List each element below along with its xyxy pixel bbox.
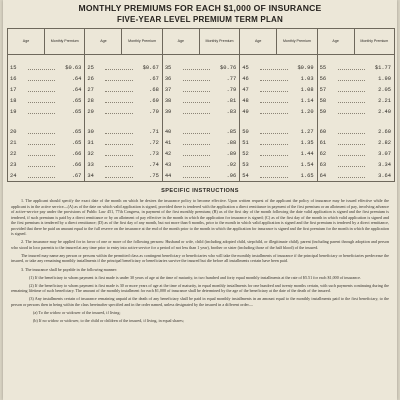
table-row: [318, 74, 394, 85]
instruction-paragraph: 1. The applicant should specify the exact date of the month on which he desires the insurance policy to become effective. Upon written request of the applicant the policy of insurance may be issued effective while the applicant is in the active service—(A) as of the date on which valid application is signed, provided there is tendered with the application a direct remittance in payment of the first premium or an allotment of pay, involving advance of active-service pay under the provisions of Public Law 451, 77th Congress, in payment of the first monthly premium; (B) as of the first day of the month following the date valid application is signed and the first premium is tendered, if such premium is paid by a direct remittance or by an allotment of pay effective in the month in which the application for insurance is signed; (C) as of the first day of the month in which valid application is signed and the first premium is tendered by a direct remittance; (D) as of the first day of any month, but not more than 6 months, prior to the month in which valid application is signed and the first premium is tendered by a direct remittance, provided that there be paid an amount equal to the full reserve on the insurance at the end of the month prior to the month in which the application for insurance is signed and the first premium for the month in which the application is signed.: [11, 198, 389, 237]
premium-cell: 2.21: [378, 97, 392, 104]
premium-cell: .88: [226, 140, 237, 147]
premium-cell: .79: [226, 86, 237, 93]
table-row: [85, 106, 161, 117]
leader-dots: [105, 154, 132, 156]
premium-cell: .64: [71, 86, 82, 93]
premium-cell: .73: [149, 150, 159, 157]
premium-cell: .66: [71, 150, 82, 157]
row-group: [85, 127, 161, 181]
age-cell: 45: [242, 65, 249, 72]
age-cell: 18: [10, 97, 17, 104]
leader-dots: [28, 176, 55, 178]
premium-cell: .65: [71, 108, 82, 115]
age-cell: 25: [87, 65, 94, 72]
table-row: [8, 149, 84, 160]
table-column-header: [240, 29, 316, 55]
table-row: [240, 63, 316, 74]
premium-cell: .64: [71, 76, 82, 83]
table-row: [240, 170, 316, 181]
table-row: [163, 170, 239, 181]
premium-cell: 2.05: [378, 86, 392, 93]
age-cell: 50: [242, 129, 249, 136]
row-group: [85, 63, 161, 117]
leader-dots: [260, 132, 287, 134]
age-cell: 33: [87, 161, 94, 168]
age-cell: 31: [87, 140, 94, 147]
table-row: [318, 106, 394, 117]
leader-dots: [28, 68, 55, 70]
leader-dots: [105, 90, 132, 92]
age-cell: 57: [319, 86, 327, 93]
premium-cell: 3.64: [378, 172, 392, 179]
premium-cell: 2.82: [378, 140, 392, 147]
premium-cell: .67: [71, 172, 82, 179]
premium-cell: 3.07: [378, 150, 392, 157]
leader-dots: [338, 90, 365, 92]
premium-cell: .89: [226, 150, 237, 157]
age-cell: 55: [319, 65, 327, 72]
row-group: [240, 127, 316, 181]
age-cell: 53: [242, 161, 249, 168]
premium-cell: $0.63: [65, 65, 82, 72]
premium-cell: .65: [71, 129, 82, 136]
table-row: [85, 159, 161, 170]
age-cell: 26: [87, 76, 94, 83]
table-row: [163, 149, 239, 160]
age-cell: 39: [164, 108, 172, 115]
premium-cell: .85: [226, 129, 237, 136]
premium-cell: 2.60: [378, 129, 392, 136]
leader-dots: [260, 154, 287, 156]
table-row: [318, 170, 394, 181]
leader-dots: [28, 143, 55, 145]
leader-dots: [338, 79, 365, 81]
age-cell: 47: [242, 86, 249, 93]
leader-dots: [260, 112, 287, 114]
premium-cell: .65: [71, 97, 82, 104]
table-column: [8, 29, 85, 181]
table-row: [85, 63, 161, 74]
premium-header: Monthly Premium: [282, 39, 311, 44]
table-row: [318, 85, 394, 96]
premium-cell: 2.40: [378, 108, 392, 115]
age-header: Age: [255, 39, 262, 44]
age-cell: 36: [164, 76, 172, 83]
table-row: [163, 63, 239, 74]
premium-cell: $1.77: [374, 65, 392, 72]
age-cell: 23: [10, 161, 17, 168]
age-header: Age: [177, 39, 185, 44]
table-row: [240, 138, 316, 149]
leader-dots: [105, 165, 132, 167]
age-cell: 62: [319, 150, 327, 157]
age-cell: 61: [319, 140, 327, 147]
table-row: [318, 63, 394, 74]
instruction-paragraph: (a) To the widow or widower of the insured, if living;: [33, 309, 121, 315]
premium-cell: .72: [149, 140, 159, 147]
age-header: Age: [332, 39, 339, 44]
table-row: [85, 138, 161, 149]
table-row: [318, 159, 394, 170]
row-group: [318, 127, 394, 181]
age-cell: 44: [164, 172, 172, 179]
premium-cell: 3.34: [378, 161, 392, 168]
leader-dots: [28, 79, 55, 81]
premium-cell: .81: [226, 97, 237, 104]
premium-cell: 1.44: [300, 150, 314, 157]
age-cell: 30: [87, 129, 94, 136]
leader-dots: [338, 132, 365, 134]
age-cell: 29: [87, 108, 94, 115]
premium-cell: $0.67: [142, 65, 159, 72]
leader-dots: [105, 79, 132, 81]
row-group: [163, 63, 239, 117]
instruction-paragraph: 2. The insurance may be applied for in favor of one or more of the following persons: Husband or wife, child (including adopted child, stepchild, or illegitimate child), parent (including parent through adoption and person who stood in loco parentis to the insured at any time prior to entry into active service for a period of not less than 1 year), brother or sister (including those of the half blood) of the insured.: [11, 239, 389, 250]
premium-cell: 1.35: [300, 140, 314, 147]
instructions-body: [11, 198, 389, 326]
leader-dots: [28, 112, 55, 114]
premium-cell: .69: [149, 97, 159, 104]
age-cell: 42: [164, 150, 172, 157]
leader-dots: [105, 143, 132, 145]
leader-dots: [105, 132, 132, 134]
leader-dots: [338, 176, 365, 178]
age-cell: 32: [87, 150, 94, 157]
table-row: [240, 149, 316, 160]
premium-cell: .71: [149, 129, 159, 136]
age-cell: 43: [164, 161, 172, 168]
table-row: [163, 74, 239, 85]
age-cell: 64: [319, 172, 327, 179]
premium-header: Monthly Premium: [360, 39, 389, 44]
table-row: [163, 159, 239, 170]
row-group: [318, 63, 394, 117]
age-cell: 60: [319, 129, 327, 136]
leader-dots: [338, 101, 365, 103]
premium-cell: 1.27: [300, 129, 314, 136]
age-cell: 28: [87, 97, 94, 104]
premium-header: Monthly Premium: [205, 39, 234, 44]
premium-cell: .65: [71, 140, 82, 147]
table-row: [8, 74, 84, 85]
table-row: [8, 170, 84, 181]
table-row: [318, 149, 394, 160]
leader-dots: [183, 176, 210, 178]
table-row: [240, 74, 316, 85]
leader-dots: [260, 90, 287, 92]
leader-dots: [183, 132, 210, 134]
age-cell: 27: [87, 86, 94, 93]
table-column-header: [318, 29, 394, 55]
table-row: [240, 159, 316, 170]
age-cell: 56: [319, 76, 327, 83]
table-row: [85, 149, 161, 160]
premium-cell: .83: [226, 108, 237, 115]
leader-dots: [183, 165, 210, 167]
table-row: [163, 95, 239, 106]
premium-header: Monthly Premium: [50, 39, 79, 44]
age-cell: 22: [10, 150, 17, 157]
premium-cell: 1.14: [300, 97, 314, 104]
age-cell: 37: [164, 86, 172, 93]
table-column: [318, 29, 394, 181]
leader-dots: [183, 101, 210, 103]
premium-cell: .96: [226, 172, 237, 179]
leader-dots: [260, 68, 287, 70]
age-cell: 21: [10, 140, 17, 147]
leader-dots: [183, 90, 210, 92]
age-header: Age: [22, 39, 30, 44]
age-cell: 54: [242, 172, 249, 179]
leader-dots: [183, 112, 210, 114]
table-row: [85, 95, 161, 106]
premium-cell: 1.54: [300, 161, 314, 168]
age-cell: 16: [10, 76, 17, 83]
table-row: [85, 85, 161, 96]
table-column: [240, 29, 317, 181]
table-row: [318, 127, 394, 138]
document-title: MONTHLY PREMIUMS FOR EACH $1,000 OF INSURANCE: [78, 3, 322, 13]
age-cell: 38: [164, 97, 172, 104]
age-cell: 17: [10, 86, 17, 93]
premium-cell: 1.08: [300, 86, 314, 93]
table-row: [240, 127, 316, 138]
premium-header: Monthly Premium: [128, 39, 157, 44]
table-column-header: [8, 29, 84, 55]
table-column-header: [163, 29, 239, 55]
leader-dots: [28, 101, 55, 103]
age-cell: 15: [10, 65, 17, 72]
table-row: [8, 106, 84, 117]
leader-dots: [105, 101, 132, 103]
instruction-paragraph: (1) If the beneficiary to whom payment is first made is under 30 years of age at the time of maturity, in two hundred and forty equal monthly installments at the rate of $5.51 for each $1,000 of insurance.: [29, 274, 361, 280]
table-row: [163, 106, 239, 117]
age-cell: 34: [87, 172, 94, 179]
instruction-paragraph: (b) If no widow or widower, to the child or children of the insured, if living, in equal shares;: [33, 317, 184, 323]
document-page: [3, 0, 397, 400]
age-cell: 19: [10, 108, 17, 115]
row-group: [163, 127, 239, 181]
age-cell: 48: [242, 97, 249, 104]
instruction-paragraph: (3) Any installments certain of insurance remaining unpaid at the death of any beneficiary shall be paid in equal monthly installments in an amount equal to the monthly installments paid to the first beneficiary, to the person or persons then in being within the class hereinafter specified and in the order named, unless designated by the insured in a different order—: [11, 296, 389, 307]
table-row: [8, 127, 84, 138]
leader-dots: [28, 132, 55, 134]
leader-dots: [28, 165, 55, 167]
premium-cell: .74: [149, 161, 159, 168]
table-column: [85, 29, 162, 181]
age-cell: 63: [319, 161, 327, 168]
age-cell: 58: [319, 97, 327, 104]
table-row: [85, 74, 161, 85]
row-group: [8, 127, 84, 181]
age-cell: 52: [242, 150, 249, 157]
row-group: [8, 63, 84, 117]
table-row: [240, 95, 316, 106]
leader-dots: [260, 79, 287, 81]
leader-dots: [338, 68, 365, 70]
instruction-paragraph: 3. The insurance shall be payable in the following manner:: [21, 266, 118, 272]
table-row: [85, 127, 161, 138]
table-row: [85, 170, 161, 181]
table-row: [8, 138, 84, 149]
age-cell: 41: [164, 140, 172, 147]
age-cell: 40: [164, 129, 172, 136]
premium-cell: .75: [149, 172, 159, 179]
age-header: Age: [100, 39, 107, 44]
leader-dots: [105, 176, 132, 178]
age-cell: 24: [10, 172, 17, 179]
leader-dots: [260, 143, 287, 145]
premium-cell: 1.65: [300, 172, 314, 179]
leader-dots: [105, 112, 132, 114]
leader-dots: [338, 165, 365, 167]
table-row: [240, 106, 316, 117]
leader-dots: [260, 176, 287, 178]
table-column: [163, 29, 240, 181]
premium-cell: .66: [71, 161, 82, 168]
leader-dots: [28, 90, 55, 92]
document-subtitle: FIVE-YEAR LEVEL PREMIUM TERM PLAN: [116, 15, 284, 24]
table-row: [240, 85, 316, 96]
instruction-paragraph: (2) If the beneficiary to whom payment is first made is 30 or more years of age at the time of maturity, in equal monthly installments for one hundred and twenty months certain, with such payments continuing during the remaining lifetime of such beneficiary. The amount of the monthly installment for each $1,000 of insurance shall be determined by the age of the beneficiary at the date of the death of the insured.: [11, 282, 389, 294]
premium-cell: .92: [226, 161, 237, 168]
table-row: [163, 138, 239, 149]
age-cell: 46: [242, 76, 249, 83]
leader-dots: [338, 112, 365, 114]
premium-cell: 1.90: [378, 76, 392, 83]
table-column-header: [85, 29, 161, 55]
premium-table: [7, 28, 395, 182]
age-cell: 49: [242, 108, 249, 115]
age-cell: 59: [319, 108, 327, 115]
leader-dots: [183, 79, 210, 81]
instruction-paragraph: The insured may name any person or persons within the permitted class as contingent beneficiary or beneficiaries who will take the monthly installments of insurance if the principal beneficiary or beneficiaries predecease the insured, or take any remaining monthly installments if the principal beneficiary or beneficiaries survive the insured but die before all installments certain have been paid.: [11, 252, 389, 264]
leader-dots: [183, 68, 210, 70]
premium-cell: .70: [149, 108, 159, 115]
leader-dots: [28, 154, 55, 156]
premium-cell: 1.20: [300, 108, 314, 115]
row-group: [240, 63, 316, 117]
table-row: [8, 159, 84, 170]
age-cell: 35: [164, 65, 172, 72]
table-row: [163, 127, 239, 138]
table-row: [318, 95, 394, 106]
leader-dots: [338, 154, 365, 156]
premium-cell: $0.99: [297, 65, 314, 72]
table-row: [8, 85, 84, 96]
table-row: [318, 138, 394, 149]
instructions-heading: SPECIFIC INSTRUCTIONS: [161, 188, 239, 194]
leader-dots: [183, 143, 210, 145]
age-cell: 51: [242, 140, 249, 147]
leader-dots: [260, 165, 287, 167]
leader-dots: [105, 68, 132, 70]
premium-cell: .67: [149, 76, 159, 83]
premium-cell: .68: [149, 86, 159, 93]
premium-cell: $0.76: [220, 65, 237, 72]
leader-dots: [338, 143, 365, 145]
premium-cell: .77: [226, 76, 237, 83]
table-row: [8, 63, 84, 74]
leader-dots: [260, 101, 287, 103]
age-cell: 20: [10, 129, 17, 136]
table-row: [163, 85, 239, 96]
premium-cell: 1.03: [300, 76, 314, 83]
leader-dots: [183, 154, 210, 156]
table-row: [8, 95, 84, 106]
